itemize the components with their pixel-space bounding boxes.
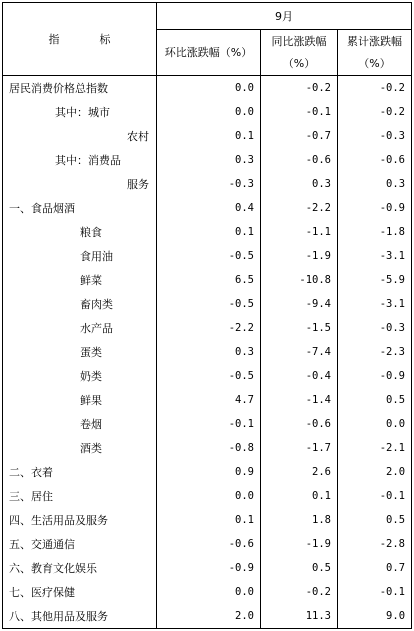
mom-value: 4.7	[157, 388, 261, 412]
cum-value: -0.6	[338, 148, 412, 172]
cum-value: -2.8	[338, 532, 412, 556]
table-row	[3, 268, 412, 292]
yoy-header-label: 同比涨跌幅	[271, 34, 327, 48]
cum-header	[338, 30, 412, 76]
indicator-header	[3, 3, 157, 76]
cpi-table	[2, 2, 412, 629]
mom-value: 0.3	[157, 148, 261, 172]
table-row	[3, 508, 412, 532]
cum-value: -1.8	[338, 220, 412, 244]
table-row	[3, 148, 412, 172]
row-label: 居民消费价格总指数	[3, 76, 157, 101]
table-row	[3, 460, 412, 484]
mom-value: 0.3	[157, 340, 261, 364]
mom-value: -0.6	[157, 532, 261, 556]
cum-value: -3.1	[338, 244, 412, 268]
yoy-value: -1.7	[261, 436, 338, 460]
row-label: 水产品	[3, 316, 157, 340]
row-label: 其中：城市	[3, 100, 157, 124]
yoy-value: 0.3	[261, 172, 338, 196]
row-label: 酒类	[3, 436, 157, 460]
table-row	[3, 484, 412, 508]
row-label: 畜肉类	[3, 292, 157, 316]
table-row	[3, 292, 412, 316]
yoy-value: -0.2	[261, 76, 338, 101]
mom-value: 2.0	[157, 604, 261, 629]
mom-value: 0.9	[157, 460, 261, 484]
table-row	[3, 76, 412, 101]
table-row	[3, 556, 412, 580]
row-label: 五、交通通信	[3, 532, 157, 556]
row-label: 二、衣着	[3, 460, 157, 484]
yoy-value: -1.1	[261, 220, 338, 244]
mom-value: 0.0	[157, 484, 261, 508]
row-label: 其中：消费品	[3, 148, 157, 172]
row-label: 八、其他用品及服务	[3, 604, 157, 629]
cum-value: -0.9	[338, 196, 412, 220]
mom-value: -0.3	[157, 172, 261, 196]
row-label: 服务	[3, 172, 157, 196]
mom-value: 0.4	[157, 196, 261, 220]
mom-value: -0.9	[157, 556, 261, 580]
mom-value: -0.8	[157, 436, 261, 460]
row-label: 食用油	[3, 244, 157, 268]
row-label: 六、教育文化娱乐	[3, 556, 157, 580]
cum-value: -5.9	[338, 268, 412, 292]
cum-value: 0.5	[338, 508, 412, 532]
table-row	[3, 100, 412, 124]
row-label: 鲜菜	[3, 268, 157, 292]
mom-value: -0.5	[157, 244, 261, 268]
yoy-value: 0.1	[261, 484, 338, 508]
cum-value: -0.1	[338, 484, 412, 508]
mom-value: -2.2	[157, 316, 261, 340]
cum-value: -0.9	[338, 364, 412, 388]
table-row	[3, 172, 412, 196]
cum-value: -3.1	[338, 292, 412, 316]
yoy-value: -0.2	[261, 580, 338, 604]
row-label: 七、医疗保健	[3, 580, 157, 604]
yoy-value: -0.4	[261, 364, 338, 388]
mom-value: 0.1	[157, 220, 261, 244]
yoy-value: -0.1	[261, 100, 338, 124]
yoy-value: 2.6	[261, 460, 338, 484]
table-row	[3, 244, 412, 268]
cum-value: 0.7	[338, 556, 412, 580]
cum-value: 9.0	[338, 604, 412, 629]
row-label: 蛋类	[3, 340, 157, 364]
mom-header	[157, 30, 261, 76]
table-row	[3, 364, 412, 388]
row-label: 农村	[3, 124, 157, 148]
yoy-value: -1.9	[261, 244, 338, 268]
cum-value: -0.2	[338, 100, 412, 124]
yoy-value: -1.4	[261, 388, 338, 412]
row-label: 四、生活用品及服务	[3, 508, 157, 532]
table-row	[3, 316, 412, 340]
indicator-header-char-1: 指	[48, 33, 60, 46]
cum-header-unit: （%）	[358, 56, 391, 70]
table-row	[3, 124, 412, 148]
table-row	[3, 340, 412, 364]
cum-value: -0.3	[338, 316, 412, 340]
mom-value: -0.5	[157, 292, 261, 316]
mom-value: 6.5	[157, 268, 261, 292]
month-header: 9月	[157, 3, 412, 30]
mom-header-label: 环比涨跌幅（%）	[164, 45, 253, 59]
row-label: 卷烟	[3, 412, 157, 436]
mom-value: 0.0	[157, 76, 261, 101]
mom-value: -0.5	[157, 364, 261, 388]
yoy-value: -10.8	[261, 268, 338, 292]
row-label: 一、食品烟酒	[3, 196, 157, 220]
yoy-value: 1.8	[261, 508, 338, 532]
cum-value: 0.5	[338, 388, 412, 412]
table-row	[3, 532, 412, 556]
indicator-header-char-2: 标	[99, 33, 111, 46]
yoy-value: -0.7	[261, 124, 338, 148]
table-row	[3, 580, 412, 604]
table-row	[3, 412, 412, 436]
yoy-value: -9.4	[261, 292, 338, 316]
table-row	[3, 604, 412, 629]
table-row	[3, 388, 412, 412]
cum-value: -0.2	[338, 76, 412, 101]
cum-value: -0.3	[338, 124, 412, 148]
yoy-value: -1.9	[261, 532, 338, 556]
row-label: 三、居住	[3, 484, 157, 508]
cum-value: -2.3	[338, 340, 412, 364]
cum-value: 0.3	[338, 172, 412, 196]
row-label: 奶类	[3, 364, 157, 388]
yoy-value: -1.5	[261, 316, 338, 340]
row-label: 鲜果	[3, 388, 157, 412]
mom-value: -0.1	[157, 412, 261, 436]
yoy-value: -0.6	[261, 148, 338, 172]
cum-value: -2.1	[338, 436, 412, 460]
yoy-value: 0.5	[261, 556, 338, 580]
yoy-header-unit: （%）	[282, 56, 316, 70]
yoy-value: -7.4	[261, 340, 338, 364]
mom-value: 0.1	[157, 124, 261, 148]
yoy-value: -2.2	[261, 196, 338, 220]
mom-value: 0.0	[157, 580, 261, 604]
yoy-value: 11.3	[261, 604, 338, 629]
table-row	[3, 196, 412, 220]
yoy-value: -0.6	[261, 412, 338, 436]
cum-header-label: 累计涨跌幅	[347, 34, 402, 48]
cum-value: 0.0	[338, 412, 412, 436]
row-label: 粮食	[3, 220, 157, 244]
table-row	[3, 220, 412, 244]
yoy-header	[261, 30, 338, 76]
table-row	[3, 436, 412, 460]
cum-value: 2.0	[338, 460, 412, 484]
cum-value: -0.1	[338, 580, 412, 604]
mom-value: 0.1	[157, 508, 261, 532]
mom-value: 0.0	[157, 100, 261, 124]
